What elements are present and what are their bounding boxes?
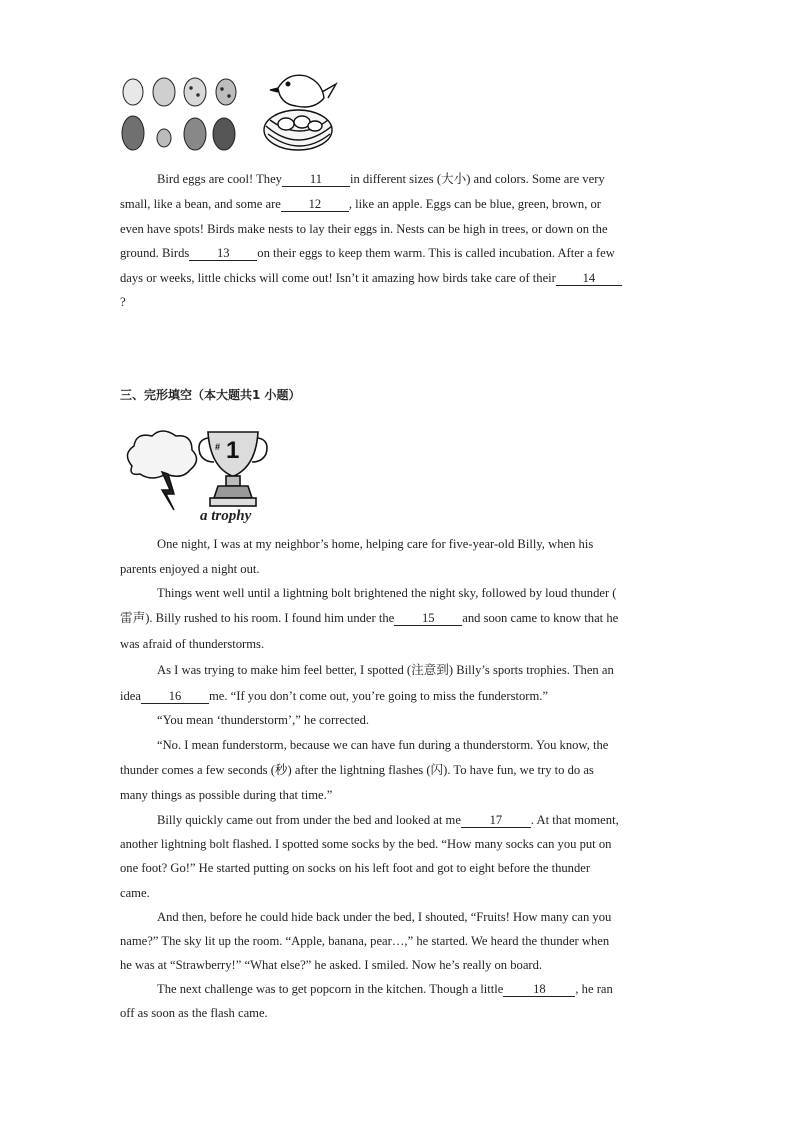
answer-blank-18[interactable]: 18 — [503, 983, 575, 997]
text: another lightning bolt flashed. I spotted some socks by the bed. “How many socks can you put on — [120, 837, 612, 851]
text: And then, before he could hide back under the bed, I shouted, “Fruits! How many can you — [157, 910, 612, 924]
text: The next challenge was to get popcorn in the kitchen. Though a little — [157, 982, 504, 996]
text: me. “If you don’t come out, you’re going to miss the funderstorm.” — [208, 689, 549, 703]
eggs-group — [122, 78, 236, 150]
passage2-line-11 — [120, 787, 670, 803]
passage2-line-17 — [120, 933, 670, 949]
passage2-line-13 — [120, 836, 670, 852]
text: even have spots! Birds make nests to lay their eggs in. Nests can be high in trees, or down on the — [120, 222, 608, 236]
text: Things went well until a lightning bolt brightened the night sky, followed by loud thunder ( — [157, 586, 617, 600]
text: days or weeks, little chicks will come out! Isn’t it amazing how birds take care of their — [120, 271, 556, 285]
eggs-nest-illustration — [118, 66, 340, 158]
text: and soon came to know that he — [462, 611, 619, 625]
storm-trophy-illustration — [122, 428, 272, 516]
text: “You mean ‘thunderstorm’,” he corrected. — [157, 713, 370, 727]
answer-blank-13[interactable]: 13 — [189, 247, 257, 261]
passage2-line-20 — [120, 1005, 670, 1021]
answer-blank-17[interactable]: 17 — [461, 814, 531, 828]
text: idea — [120, 689, 141, 703]
passage2-line-12 — [157, 812, 707, 828]
answer-blank-15[interactable]: 15 — [394, 612, 462, 626]
passage2-line-1 — [157, 536, 707, 552]
text: As I was trying to make him feel better, I spotted (注意到) Billy’s sports trophies. Then an — [157, 663, 614, 677]
passage2-line-9 — [157, 737, 707, 753]
passage2-line-4 — [120, 610, 670, 626]
nest-bird-icon — [264, 75, 336, 150]
text: , he ran — [575, 982, 613, 996]
passage1-line-2 — [120, 196, 670, 212]
text: name?” The sky lit up the room. “Apple, banana, pear…,” he started. We heard the thunder when — [120, 934, 610, 948]
answer-blank-16[interactable]: 16 — [141, 690, 209, 704]
answer-blank-12[interactable]: 12 — [281, 198, 349, 212]
passage2-line-18 — [120, 957, 670, 973]
trophy-caption: a trophy — [200, 508, 252, 524]
text: thunder comes a few seconds (秒) after the lightning flashes (闪). To have fun, we try to do as — [120, 763, 594, 777]
answer-blank-11[interactable]: 11 — [282, 173, 350, 187]
passage2-line-15 — [120, 885, 670, 901]
text: parents enjoyed a night out. — [120, 562, 260, 576]
text: . At that moment, — [530, 813, 619, 827]
passage2-line-5 — [120, 636, 670, 652]
passage2-line-2 — [120, 561, 670, 577]
text: in different sizes (大小) and colors. Some are very — [349, 172, 605, 186]
text: many things as possible during that time.” — [120, 788, 333, 802]
text: was afraid of thunderstorms. — [120, 637, 265, 651]
passage2-line-8 — [157, 712, 707, 728]
text: “No. I mean funderstorm, because we can have fun during a thunderstorm. You know, the — [157, 738, 609, 752]
passage1-line-5 — [120, 270, 670, 286]
storm-cloud-icon — [127, 431, 196, 510]
text: one foot? Go!” He started putting on socks on his left foot and got to eight before the thunder — [120, 861, 591, 875]
passage2-line-19 — [157, 981, 707, 997]
passage2-line-7 — [120, 688, 670, 704]
text: Billy quickly came out from under the bed and looked at me — [157, 813, 461, 827]
text: 雷声). Billy rushed to his room. I found him under the — [120, 611, 395, 625]
text: One night, I was at my neighbor’s home, helping care for five-year-old Billy, when his — [157, 537, 594, 551]
passage1-line-6 — [120, 294, 670, 310]
text: small, like a bean, and some are — [120, 197, 281, 211]
passage2-line-3 — [157, 585, 707, 601]
text: Bird eggs are cool! They — [157, 172, 282, 186]
passage2-line-14 — [120, 860, 670, 876]
text: ? — [120, 295, 126, 309]
trophy-hash: # — [215, 442, 221, 452]
passage2-line-6 — [157, 662, 707, 678]
passage1-line-1 — [157, 171, 707, 187]
passage1-line-3 — [120, 221, 670, 237]
text: came. — [120, 886, 150, 900]
text: on their eggs to keep them warm. This is called incubation. After a few — [257, 246, 615, 260]
section-heading: 三、完形填空（本大题共1 小题） — [120, 388, 301, 402]
passage1-line-4 — [120, 245, 670, 261]
answer-blank-14[interactable]: 14 — [556, 272, 622, 286]
text: off as soon as the flash came. — [120, 1006, 268, 1020]
text: ground. Birds — [120, 246, 190, 260]
trophy-number: 1 — [226, 437, 240, 464]
text: , like an apple. Eggs can be blue, green, brown, or — [348, 197, 601, 211]
passage2-line-16 — [157, 909, 707, 925]
passage2-line-10 — [120, 762, 670, 778]
text: he was at “Strawberry!” “What else?” he asked. I smiled. Now he’s really on board. — [120, 958, 543, 972]
